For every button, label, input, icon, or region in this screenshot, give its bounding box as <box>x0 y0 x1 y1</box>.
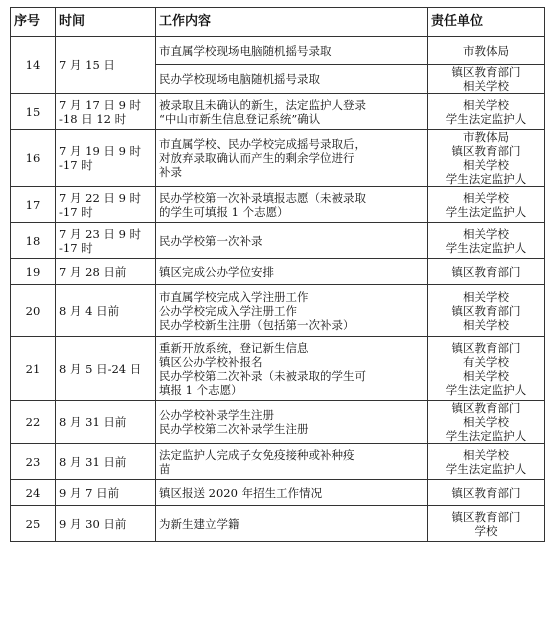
row-time <box>56 130 156 187</box>
row-number: 21 <box>11 337 56 401</box>
row-task <box>156 401 428 444</box>
cell-line: -18 日 12 时 <box>59 111 127 126</box>
cell-line: 有关学校 <box>463 354 509 369</box>
cell-line: 7 月 28 日前 <box>59 264 127 279</box>
cell-line: 8 月 31 日前 <box>59 415 127 429</box>
row-unit <box>428 506 545 542</box>
row-time <box>56 506 156 542</box>
cell-line: 相关学校 <box>463 226 509 241</box>
row-number: 24 <box>11 480 56 506</box>
cell-line: 民办学校现场电脑随机摇号录取 <box>159 72 320 86</box>
header-no: 序号 <box>11 8 56 37</box>
row-number: 23 <box>11 444 56 480</box>
cell-line: 学生法定监护人 <box>445 461 527 476</box>
table-row <box>11 187 545 223</box>
cell-line: 7 月 15 日 <box>59 58 115 72</box>
cell-line: 镇区报送 2020 年招生工作情况 <box>159 485 323 500</box>
row-task <box>156 94 428 130</box>
table-row <box>11 444 545 480</box>
table-row <box>11 401 545 444</box>
cell-line: -17 时 <box>59 240 93 255</box>
row-task <box>156 130 428 187</box>
row-time <box>56 480 156 506</box>
row-time <box>56 223 156 259</box>
cell-line: 镇区教育部门 <box>451 485 521 500</box>
row-number: 22 <box>11 401 56 444</box>
row-unit <box>428 65 545 94</box>
cell-line: 相关学校 <box>463 97 509 112</box>
cell-line: -17 时 <box>59 204 93 219</box>
cell-line: 7 月 17 日 9 时 <box>59 97 142 112</box>
cell-line: 学生法定监护人 <box>445 111 527 126</box>
cell-line: 镇区教育部门 <box>451 264 521 279</box>
row-unit <box>428 337 545 401</box>
row-number: 15 <box>11 94 56 130</box>
cell-line: 相关学校 <box>463 368 509 383</box>
row-task <box>156 37 428 65</box>
cell-line: 公办学校完成入学注册工作 <box>159 303 297 318</box>
row-unit <box>428 259 545 285</box>
row-time <box>56 337 156 401</box>
row-task <box>156 337 428 401</box>
cell-line: 相关学校 <box>463 79 509 93</box>
row-task <box>156 259 428 285</box>
cell-line: 市教体局 <box>463 43 509 58</box>
row-task <box>156 223 428 259</box>
row-time <box>56 37 156 94</box>
row-unit <box>428 130 545 187</box>
schedule-table <box>10 7 545 542</box>
table-row <box>11 94 545 130</box>
row-time <box>56 94 156 130</box>
cell-line: 的学生可填报 1 个志愿） <box>159 204 289 219</box>
cell-line: 为新生建立学籍 <box>159 516 240 531</box>
cell-line: 镇区教育部门 <box>451 340 521 355</box>
table-row <box>11 223 545 259</box>
cell-line: 法定监护人完成子女免疫接种或补种疫 <box>159 447 355 462</box>
row-time <box>56 259 156 285</box>
cell-line: “中山市新生信息登记系统”确认 <box>159 111 321 126</box>
cell-line: 学生法定监护人 <box>445 382 527 397</box>
cell-line: 学生法定监护人 <box>445 172 527 186</box>
cell-line: 学生法定监护人 <box>445 429 527 443</box>
cell-line: 7 月 22 日 9 时 <box>59 190 142 205</box>
row-unit <box>428 223 545 259</box>
row-unit <box>428 94 545 130</box>
cell-line: 7 月 23 日 9 时 <box>59 226 142 241</box>
row-unit <box>428 480 545 506</box>
cell-line: 8 月 31 日前 <box>59 454 127 469</box>
cell-line: 市直属学校、民办学校完成摇号录取后， <box>159 137 366 151</box>
cell-line: 民办学校第一次补录 <box>159 233 263 248</box>
cell-line: 7 月 19 日 9 时 <box>59 144 142 158</box>
cell-line: 9 月 30 日前 <box>59 516 127 531</box>
cell-line: 对放弃录取确认而产生的剩余学位进行 <box>159 151 355 165</box>
row-task <box>156 65 428 94</box>
row-task <box>156 480 428 506</box>
cell-line: 8 月 5 日-24 日 <box>59 361 142 376</box>
cell-line: 公办学校补录学生注册 <box>159 408 274 422</box>
table-row <box>11 480 545 506</box>
cell-line: 相关学校 <box>463 415 509 429</box>
cell-line: 民办学校第一次补录填报志愿（未被录取 <box>159 190 366 205</box>
row-unit <box>428 444 545 480</box>
row-number: 17 <box>11 187 56 223</box>
cell-line: 9 月 7 日前 <box>59 485 120 500</box>
row-task <box>156 187 428 223</box>
table-header-row <box>11 8 545 37</box>
table-row <box>11 506 545 542</box>
cell-line: 学生法定监护人 <box>445 204 527 219</box>
row-task <box>156 506 428 542</box>
row-time <box>56 444 156 480</box>
row-unit <box>428 37 545 65</box>
table-row <box>11 337 545 401</box>
cell-line: 苗 <box>159 461 171 476</box>
cell-line: 被录取且未确认的新生，法定监护人登录 <box>159 97 366 112</box>
row-unit <box>428 401 545 444</box>
row-number: 19 <box>11 259 56 285</box>
table-row <box>11 285 545 337</box>
header-unit: 责任单位 <box>428 8 545 37</box>
cell-line: 相关学校 <box>463 158 509 172</box>
row-number: 14 <box>11 37 56 94</box>
table-row <box>11 130 545 187</box>
row-number: 25 <box>11 506 56 542</box>
cell-line: 相关学校 <box>463 317 509 332</box>
row-time <box>56 401 156 444</box>
cell-line: 重新开放系统，登记新生信息 <box>159 340 309 355</box>
cell-line: 填报 1 个志愿） <box>159 382 243 397</box>
row-task <box>156 444 428 480</box>
cell-line: 民办学校第二次补录学生注册 <box>159 422 309 436</box>
table-row <box>11 37 545 65</box>
cell-line: 8 月 4 日前 <box>59 303 120 318</box>
cell-line: 补录 <box>159 165 182 179</box>
cell-line: 市直属学校完成入学注册工作 <box>159 289 309 304</box>
row-time <box>56 285 156 337</box>
cell-line: 镇区教育部门 <box>451 401 521 415</box>
cell-line: 市教体局 <box>463 130 509 144</box>
cell-line: 镇区公办学校补报名 <box>159 354 263 369</box>
row-unit <box>428 285 545 337</box>
row-number: 18 <box>11 223 56 259</box>
cell-line: 学生法定监护人 <box>445 240 527 255</box>
cell-line: 镇区教育部门 <box>451 144 521 158</box>
row-unit <box>428 187 545 223</box>
header-task: 工作内容 <box>156 8 428 37</box>
row-task <box>156 285 428 337</box>
cell-line: 民办学校第二次补录（未被录取的学生可 <box>159 368 366 383</box>
row-time <box>56 187 156 223</box>
table-body <box>11 37 545 542</box>
cell-line: 学校 <box>474 523 498 538</box>
row-number: 16 <box>11 130 56 187</box>
row-number: 20 <box>11 285 56 337</box>
cell-line: 相关学校 <box>463 190 509 205</box>
cell-line: 镇区教育部门 <box>451 303 521 318</box>
cell-line: 民办学校新生注册（包括第一次补录） <box>159 317 355 332</box>
header-time: 时间 <box>56 8 156 37</box>
table-row <box>11 259 545 285</box>
cell-line: 市直属学校现场电脑随机摇号录取 <box>159 43 332 58</box>
cell-line: 相关学校 <box>463 447 509 462</box>
cell-line: 相关学校 <box>463 289 509 304</box>
cell-line: 镇区教育部门 <box>451 509 521 524</box>
cell-line: -17 时 <box>59 158 93 172</box>
cell-line: 镇区完成公办学位安排 <box>159 264 274 279</box>
cell-line: 镇区教育部门 <box>451 65 521 79</box>
